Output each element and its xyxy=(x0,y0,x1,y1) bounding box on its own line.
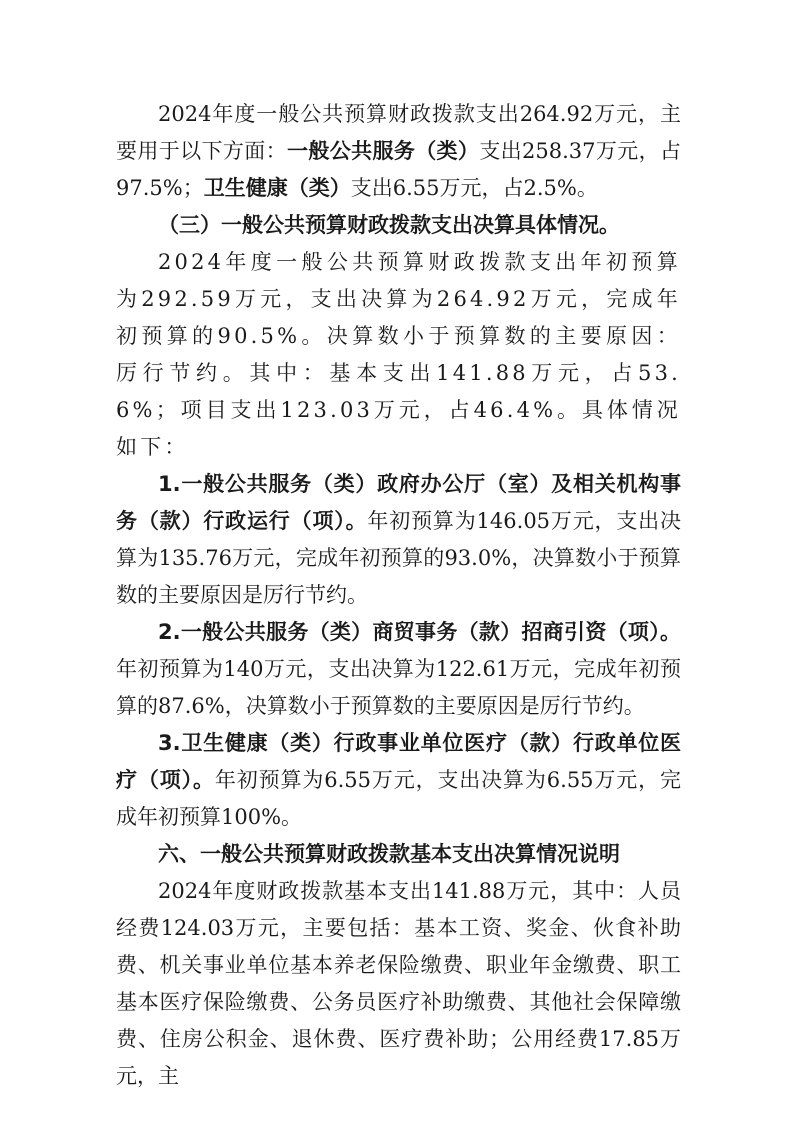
summary-bold-health: 卫生健康（类） xyxy=(203,176,351,200)
list-item-2-text: 年初预算为140万元，支出决算为122.61万元，完成年初预算的87.6%，决算数小于预算数的主要原因是厉行节约。 xyxy=(116,657,681,718)
list-item-1-title: 1.一般公共服务（类）政府办公厅（室）及相关机构事务（款）行政运行（项）。 xyxy=(116,472,681,533)
section-heading-3: （三）一般公共预算财政拨款支出决算具体情况。 xyxy=(158,213,620,237)
list-item-2-title: 2.一般公共服务（类）商贸事务（款）招商引资（项）。 xyxy=(158,620,681,644)
summary-bold-general-services: 一般公共服务（类） xyxy=(286,139,480,163)
list-item-2 xyxy=(116,614,681,725)
section-heading-6: 六、一般公共预算财政拨款基本支出决算情况说明 xyxy=(158,842,620,866)
list-item-1 xyxy=(116,466,681,614)
list-item-3-text: 年初预算为6.55万元，支出决算为6.55万元，完成年初预算100%。 xyxy=(116,768,682,829)
paragraph-budget-details: 2024年度一般公共预算财政拨款支出年初预算为292.59万元，支出决算为264.92万元，完成年初预算的90.5%。决算数小于预算数的主要原因：厉行节约。其中：基本支出141.88万元，占53.6%；项目支出123.03万元，占46.4%。具体情况如下： xyxy=(116,250,681,459)
list-item-3-title: 3.卫生健康（类）行政事业单位医疗（款）行政单位医疗（项）。 xyxy=(116,731,681,792)
summary-text-d: 支出6.55万元，占2.5%。 xyxy=(350,176,598,200)
list-item-3 xyxy=(116,725,681,836)
paragraph-expenditure-summary xyxy=(116,96,681,207)
summary-text-c: 支出258.37万元，占97.5%； xyxy=(116,139,682,200)
summary-text-a: 2024年度一般公共预算财政拨款支出264.92万元，主要用于以下方面： xyxy=(116,102,681,163)
paragraph-basic-expenditure: 2024年度财政拨款基本支出141.88万元，其中：人员经费124.03万元，主要包括：基本工资、奖金、伙食补助费、机关事业单位基本养老保险缴费、职业年金缴费、职工基本医疗保险缴费、公务员医疗补助缴费、其他社会保障缴费、住房公积金、退休费、医疗费补助；公用经费17.85万元，主 xyxy=(116,879,681,1088)
list-item-1-text: 年初预算为146.05万元，支出决算为135.76万元，完成年初预算的93.0%，决算数小于预算数的主要原因是厉行节约。 xyxy=(116,509,681,607)
